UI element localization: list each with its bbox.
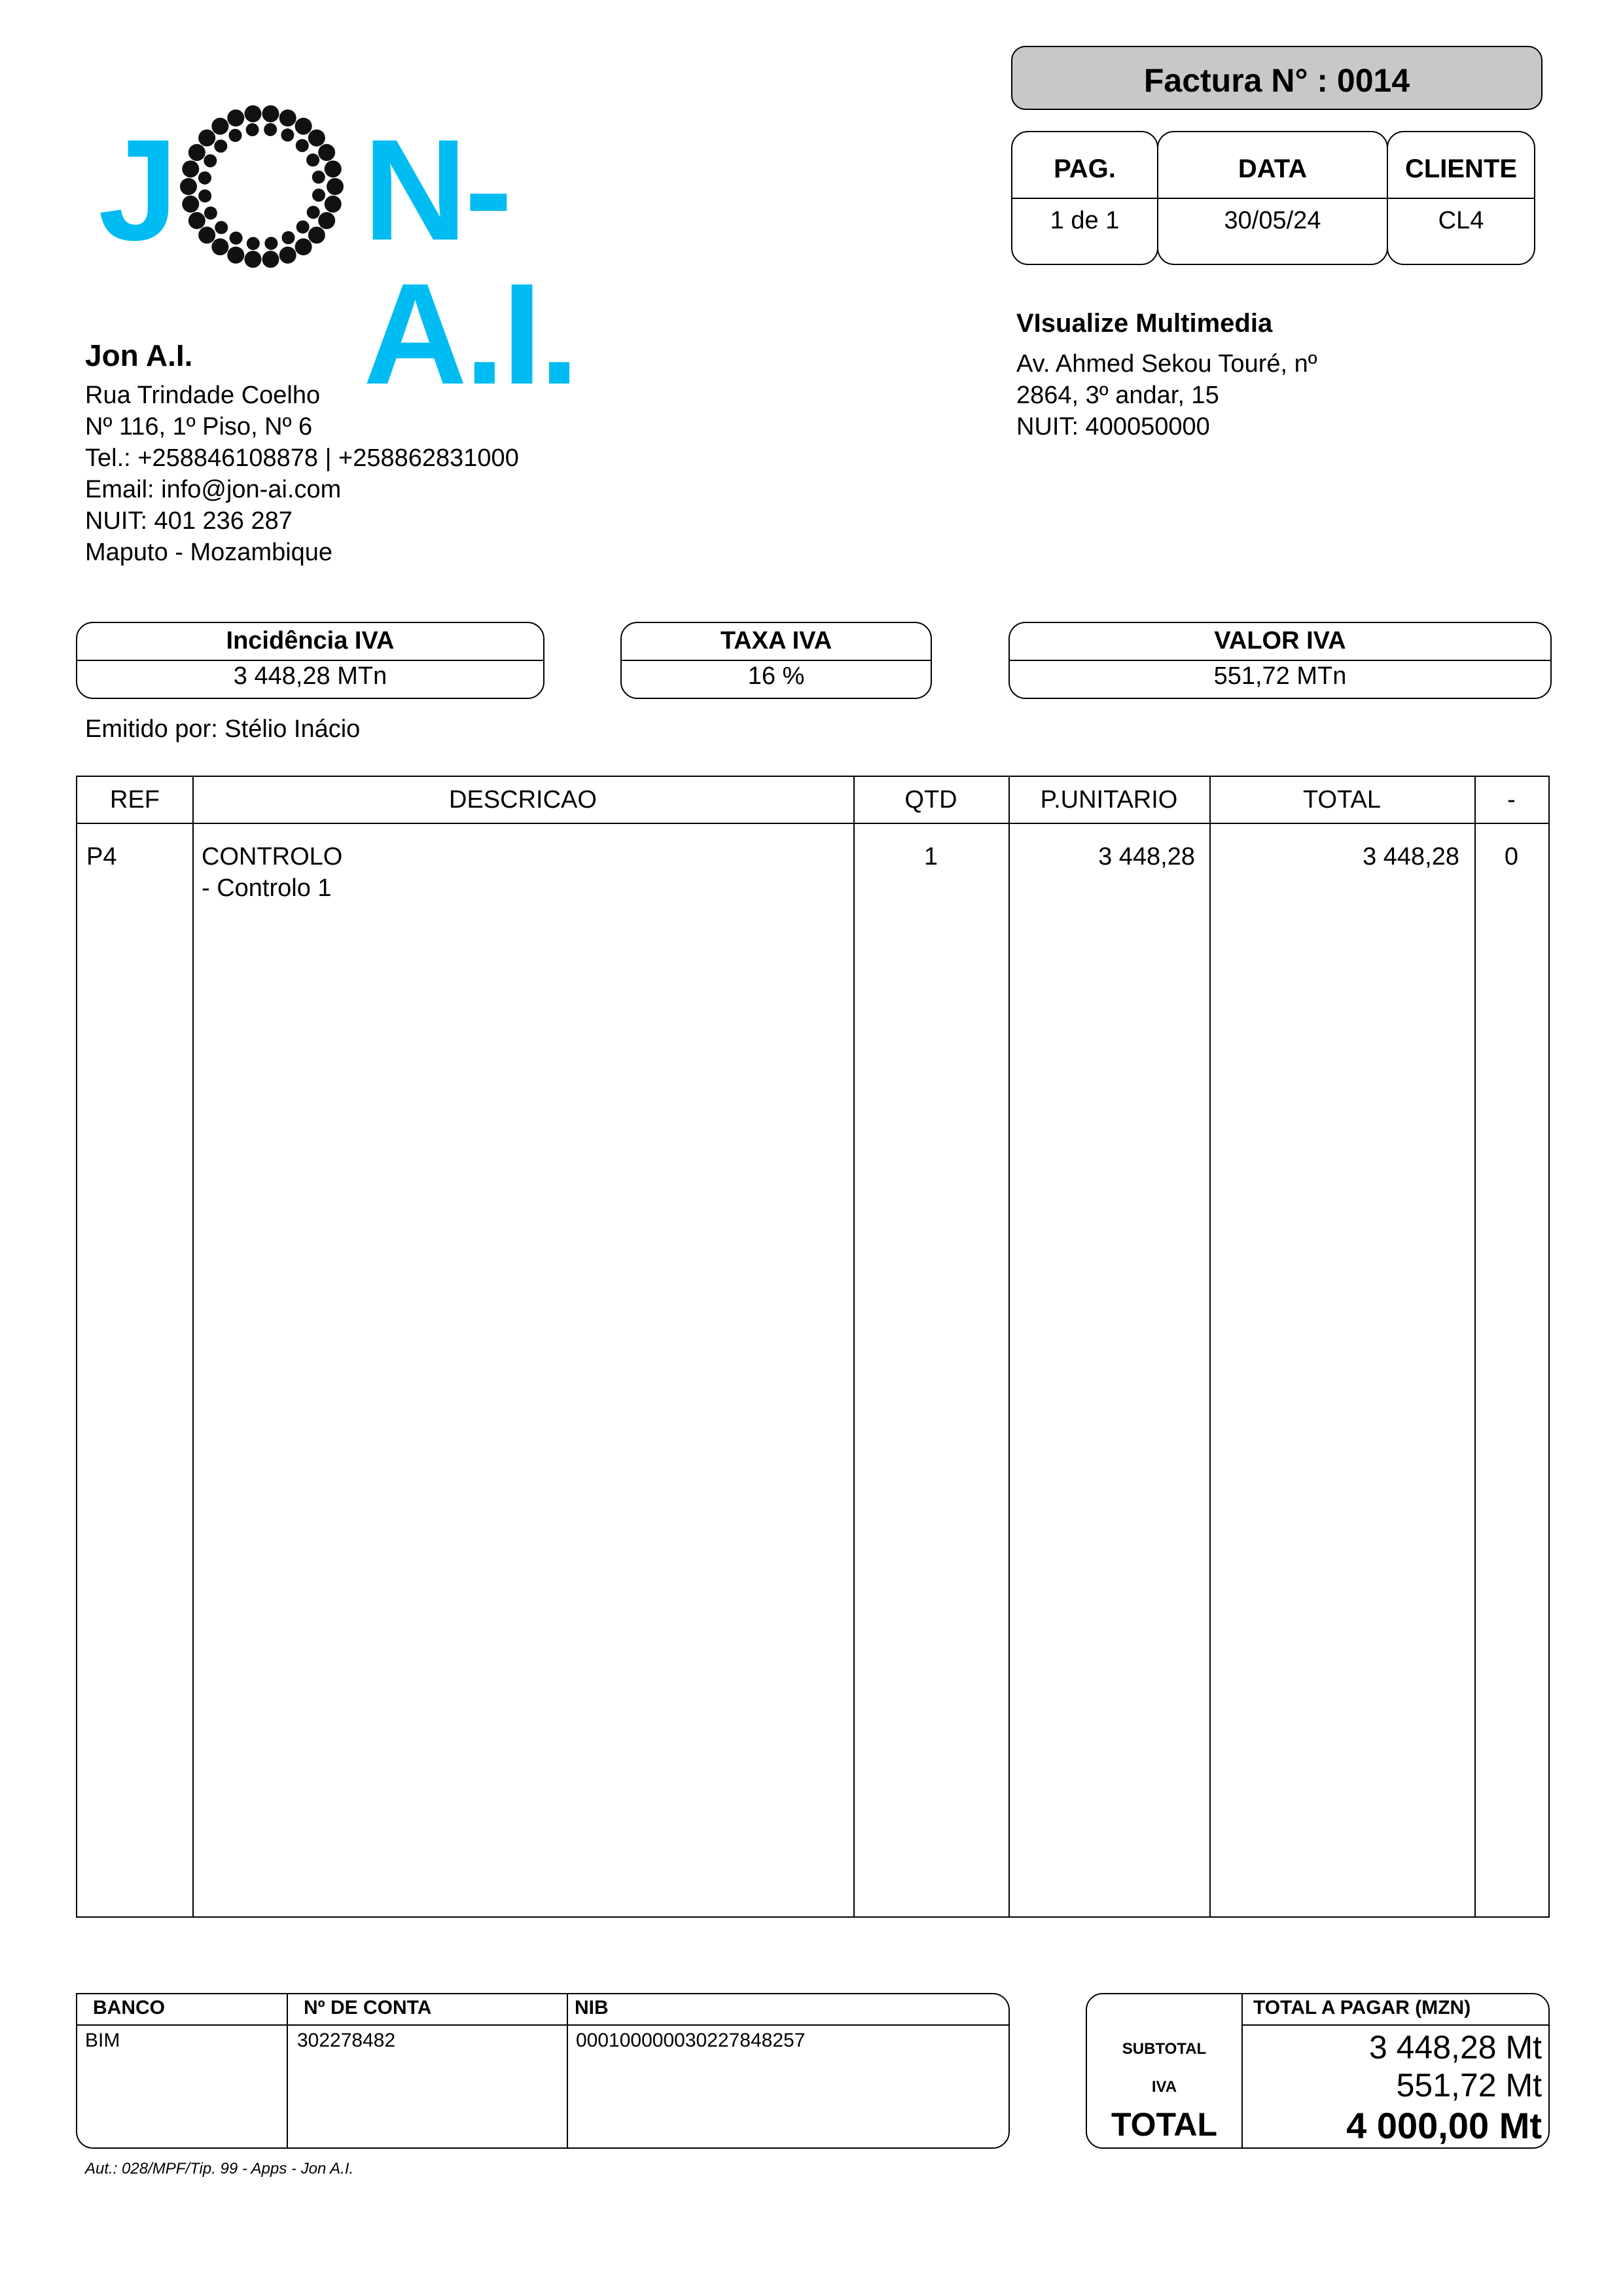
logo-dot	[244, 105, 261, 122]
column-divider	[567, 1994, 568, 2147]
client-name: VIsualize Multimedia	[1016, 309, 1273, 338]
logo-dot	[188, 144, 205, 161]
issued-by: Emitido por: Stélio Inácio	[85, 715, 361, 743]
divider	[622, 660, 931, 661]
logo-dot	[295, 118, 312, 135]
column-divider	[192, 777, 194, 1916]
logo-dot	[308, 226, 325, 243]
iva-value-label: VALOR IVA	[1214, 627, 1346, 655]
divider	[1388, 198, 1534, 199]
logo-dot	[325, 196, 342, 213]
logo-dot	[227, 109, 244, 126]
subtotal-label: SUBTOTAL	[1122, 2040, 1207, 2058]
logo-dot	[198, 189, 211, 202]
iva-label: IVA	[1151, 2078, 1177, 2096]
logo-dot	[227, 247, 244, 264]
column-header-qty: QTD	[904, 786, 957, 814]
logo-dot	[318, 212, 335, 229]
logo-dot	[211, 238, 228, 255]
logo-dot	[182, 160, 199, 177]
iva-incidence-label: Incidência IVA	[226, 627, 395, 655]
bank-details-table	[76, 1993, 1010, 2149]
client-code-label: CLIENTE	[1404, 154, 1518, 183]
iva-value-value: 551,72 MTn	[1213, 662, 1347, 690]
company-name: Jon A.I.	[85, 338, 193, 372]
nib-header: NIB	[575, 1997, 609, 2018]
page-value: 1 de 1	[1050, 207, 1120, 234]
iva-incidence-box	[76, 622, 544, 699]
account-number: 302278482	[297, 2030, 396, 2051]
column-divider	[1241, 1994, 1243, 2147]
table-header-divider	[77, 823, 1548, 824]
column-header-total: TOTAL	[1303, 786, 1381, 814]
column-divider	[1209, 777, 1211, 1916]
iva-rate-value: 16 %	[747, 662, 805, 690]
total-label: TOTAL	[1111, 2106, 1217, 2143]
logo-dot	[244, 251, 261, 268]
divider	[1158, 198, 1387, 199]
date-label: DATA	[1238, 154, 1308, 183]
bank-name: BIM	[85, 2030, 120, 2051]
account-header: Nº DE CONTA	[304, 1997, 432, 2018]
client-address-line1: Av. Ahmed Sekou Touré, nº	[1016, 350, 1317, 378]
logo-dot	[282, 231, 295, 244]
logo-dot	[295, 238, 312, 255]
row-unit-price: 3 448,28	[1098, 843, 1195, 870]
company-email: Email: info@jon-ai.com	[85, 476, 342, 503]
logo-dot	[198, 171, 211, 185]
client-code-box	[1387, 131, 1535, 265]
logo-dot	[204, 154, 217, 168]
subtotal-value: 3 448,28 Mt	[1368, 2029, 1542, 2066]
logo-dot	[306, 153, 319, 166]
column-header-extra: -	[1507, 786, 1516, 814]
logo-dot-ring-icon	[170, 92, 353, 281]
divider	[1012, 198, 1157, 199]
totals-header-divider	[1241, 2024, 1548, 2026]
row-detail: - Controlo 1	[202, 874, 332, 902]
iva-rate-label: TAXA IVA	[720, 627, 832, 655]
logo-dot	[296, 139, 309, 152]
page-label: PAG.	[1054, 154, 1116, 183]
row-extra: 0	[1504, 843, 1519, 870]
row-total: 3 448,28	[1363, 843, 1459, 870]
column-header-ref: REF	[110, 786, 160, 814]
date-box	[1157, 131, 1388, 265]
totals-box	[1086, 1993, 1550, 2149]
logo-letter-j: J	[98, 109, 176, 270]
logo-dot	[264, 123, 277, 136]
logo-dot	[182, 196, 199, 213]
column-divider	[853, 777, 855, 1916]
iva-incidence-value: 3 448,28 MTn	[233, 662, 387, 690]
footer-authorization: Aut.: 028/MPF/Tip. 99 - Apps - Jon A.I.	[85, 2160, 354, 2178]
logo-dot	[198, 226, 215, 243]
totals-header: TOTAL A PAGAR (MZN)	[1253, 1997, 1471, 2018]
column-divider	[1474, 777, 1476, 1916]
iva-value-box	[1008, 622, 1552, 699]
bank-header: BANCO	[93, 1997, 165, 2018]
logo-dot	[262, 251, 279, 268]
logo-dot	[247, 237, 260, 250]
logo-dot	[188, 212, 205, 229]
company-phone: Tel.: +258846108878 | +258862831000	[85, 444, 519, 472]
invoice-title-box	[1011, 46, 1543, 110]
logo-dot	[327, 178, 344, 195]
company-address-line: Nº 116, 1º Piso, Nº 6	[85, 413, 313, 440]
column-header-description: DESCRICAO	[449, 786, 597, 814]
nib-number: 000100000030227848257	[576, 2030, 806, 2051]
total-value: 4 000,00 Mt	[1346, 2105, 1542, 2146]
logo-dot	[307, 206, 320, 219]
logo-dot	[296, 221, 310, 234]
client-address-line2: 2864, 3º andar, 15	[1016, 382, 1219, 409]
items-table	[76, 776, 1550, 1918]
logo-dot	[230, 232, 243, 245]
date-value: 30/05/24	[1224, 207, 1321, 234]
logo-dot	[312, 171, 325, 184]
logo-dot	[279, 247, 296, 264]
logo-dot	[211, 118, 228, 135]
company-city: Maputo - Mozambique	[85, 539, 333, 566]
logo-dot	[204, 207, 217, 220]
client-code-value: CL4	[1438, 207, 1484, 234]
page-box	[1011, 131, 1158, 265]
logo-dot	[318, 144, 335, 161]
row-description: CONTROLO	[202, 843, 343, 870]
logo-dot	[215, 221, 228, 234]
logo-letters-nai: N-A.I.	[363, 109, 577, 414]
column-divider	[1008, 777, 1010, 1916]
column-header-unit-price: P.UNITARIO	[1040, 786, 1178, 814]
iva-total-value: 551,72 Mt	[1396, 2067, 1542, 2104]
logo-dot	[264, 237, 277, 250]
logo-dot	[246, 123, 259, 136]
logo-dot	[262, 105, 279, 122]
logo-dot	[308, 130, 325, 147]
iva-rate-box	[620, 622, 932, 699]
invoice-title: Factura N° : 0014	[1143, 62, 1410, 99]
logo-dot	[281, 128, 294, 141]
bank-header-divider	[77, 2024, 1008, 2026]
column-divider	[287, 1994, 288, 2147]
divider	[1010, 660, 1550, 661]
client-nuit: NUIT: 400050000	[1016, 413, 1210, 440]
logo-dot	[312, 188, 325, 202]
logo-dot	[214, 139, 227, 152]
row-qty: 1	[923, 843, 938, 870]
logo-dot	[198, 130, 215, 147]
company-address-line: Rua Trindade Coelho	[85, 382, 321, 409]
row-ref: P4	[86, 843, 117, 870]
divider	[77, 660, 543, 661]
logo-dot	[228, 129, 241, 142]
logo-dot	[325, 160, 342, 177]
logo-dot	[279, 109, 296, 126]
company-nuit: NUIT: 401 236 287	[85, 507, 293, 535]
logo-dot	[180, 178, 197, 195]
